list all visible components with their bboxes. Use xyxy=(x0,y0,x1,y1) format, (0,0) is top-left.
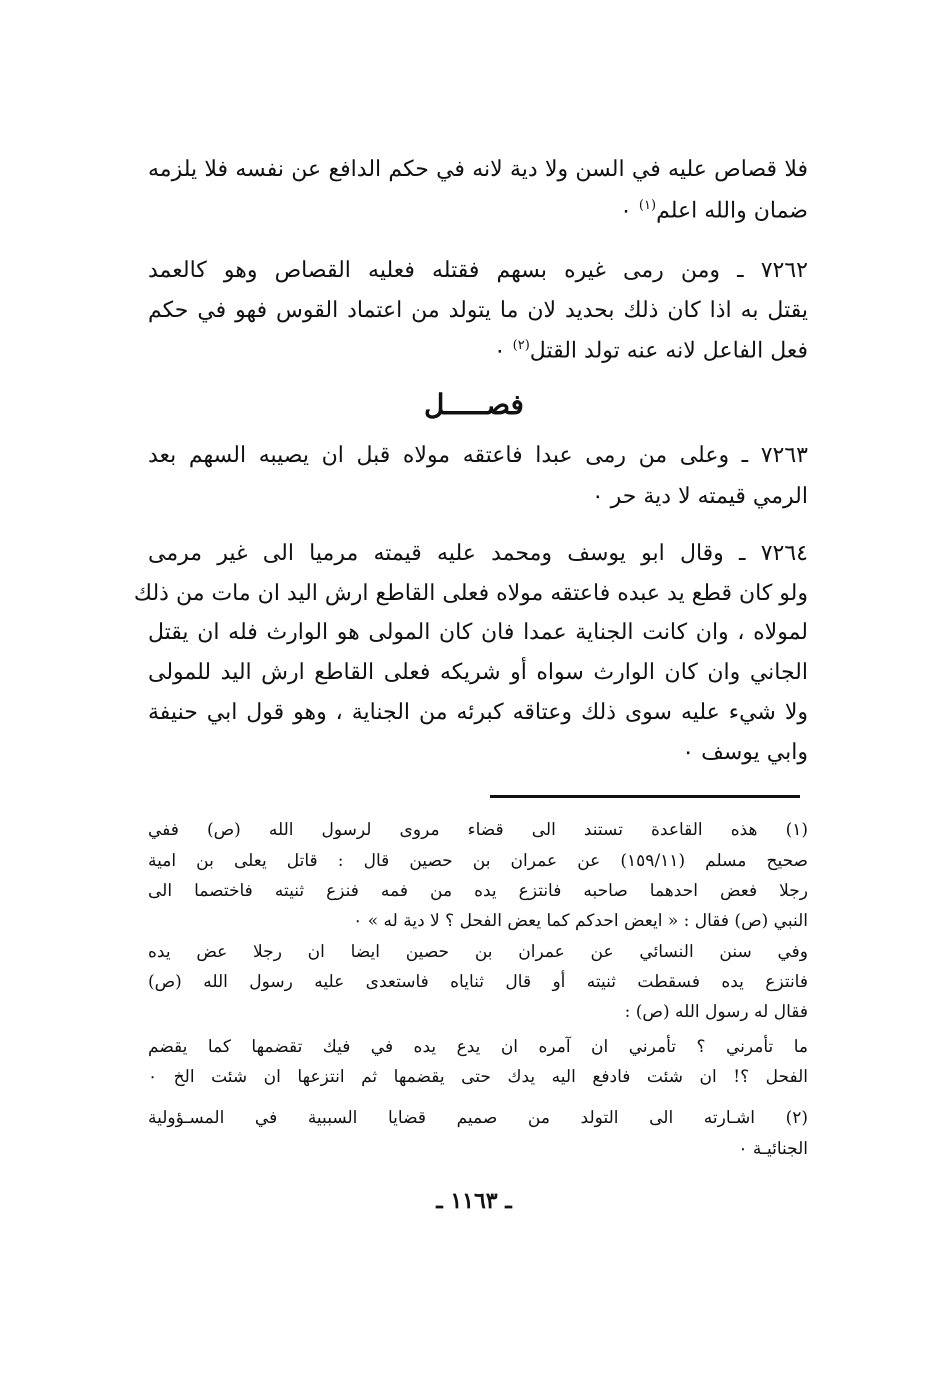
para-7264-line-3: لمولاه ، وان كانت الجناية عمدا فان كان المولى هو الوارث فله ان يقتل xyxy=(148,620,808,645)
footnote-1-line-7: فقال له رسول الله (ص) : xyxy=(624,1002,808,1022)
para-top-text: ضمان والله اعلم xyxy=(656,198,808,224)
footnote-1-line-2: صحيح مسلم (١٥٩/١١) عن عمران بن حصين قال : قاتل يعلى بن امية xyxy=(148,851,808,871)
footnote-1-line-8: ما تأمرني ؟ تأمرني ان آمره ان يدع يده في فيك تقضمها كما يقضم xyxy=(148,1037,808,1057)
para-7264-line-2: ولو كان قطع يد عبده فاعتقه مولاه فعلى القاطع ارش اليد ان مات من ذلك xyxy=(133,581,808,606)
para-7262-text: فعل الفاعل لانه عنه تولد القتل xyxy=(529,338,808,364)
footnote-1-line-5: وفي سنن النسائي عن عمران بن حصين ايضا ان رجلا عض يده xyxy=(148,942,808,962)
section-heading: فصـــــل xyxy=(424,388,524,421)
para-7262-line-3 xyxy=(148,338,808,363)
footnote-1-line-9: الفحل ؟! ان شئت فادفع اليه يدك حتى يقضمها ثم انتزعها ان شئت الخ ٠ xyxy=(148,1067,808,1087)
footnote-1-line-4: النبي (ص) فقال : « ايعض احدكم كما يعض الفحل ؟ لا دية له » ٠ xyxy=(353,911,808,931)
footnote-2-line-2: الجنائيـة ٠ xyxy=(738,1139,808,1159)
footnote-ref-1: (١) xyxy=(638,198,657,213)
para-7264-line-6: وابي يوسف ٠ xyxy=(682,740,808,765)
para-7262-end: ٠ xyxy=(493,338,513,364)
para-top-line-1: فلا قصاص عليه في السن ولا دية لانه في حكم الدافع عن نفسه فلا يلزمه xyxy=(148,157,808,182)
para-top-line-2 xyxy=(148,198,808,223)
para-7262-line-2: يقتل به اذا كان ذلك بحديد لان ما يتولد من اعتماد القوس فهو في حكم xyxy=(148,298,808,323)
para-top-end: ٠ xyxy=(620,198,639,224)
footnote-1-line-1: (١) هذه القاعدة تستند الى قضاء مروى لرسول الله (ص) ففي xyxy=(148,820,808,840)
para-7262-line-1: ٧٢٦٢ ـ ومن رمى غيره بسهم فقتله فعليه القصاص وهو كالعمد xyxy=(148,258,808,283)
footnote-1-line-3: رجلا فعض احدهما صاحبه فانتزع يده من فمه فنزع ثنيته فاختصما الى xyxy=(148,881,808,901)
page-number: ـ ١١٦٣ ـ xyxy=(436,1188,512,1214)
para-7263-line-2: الرمي قيمته لا دية حر ٠ xyxy=(591,484,808,509)
para-7264-line-1: ٧٢٦٤ ـ وقال ابو يوسف ومحمد عليه قيمته مرميا الى غير مرمى xyxy=(148,541,808,566)
para-7264-line-5: ولا شيء عليه سوى ذلك وعتاقه كبرئه من الجناية ، وهو قول ابي حنيفة xyxy=(148,700,808,725)
footnote-1-line-6: فانتزع يده فسقطت ثنيته أو قال ثناياه فاستعدى عليه رسول الله (ص) xyxy=(148,972,808,992)
footnote-divider xyxy=(490,795,800,798)
para-7264-line-4: الجاني وان كان الوارث سواه أو شريكه فعلى القاطع ارش اليد للمولى xyxy=(148,660,808,685)
footnote-2-line-1: (٢) اشـارته الى التولد من صميم قضايا السببية في المسـؤولية xyxy=(148,1108,808,1128)
footnote-ref-2: (٢) xyxy=(512,338,530,353)
para-7263-line-1: ٧٢٦٣ ـ وعلى من رمى عبدا فاعتقه مولاه قبل ان يصيبه السهم بعد xyxy=(148,443,808,468)
